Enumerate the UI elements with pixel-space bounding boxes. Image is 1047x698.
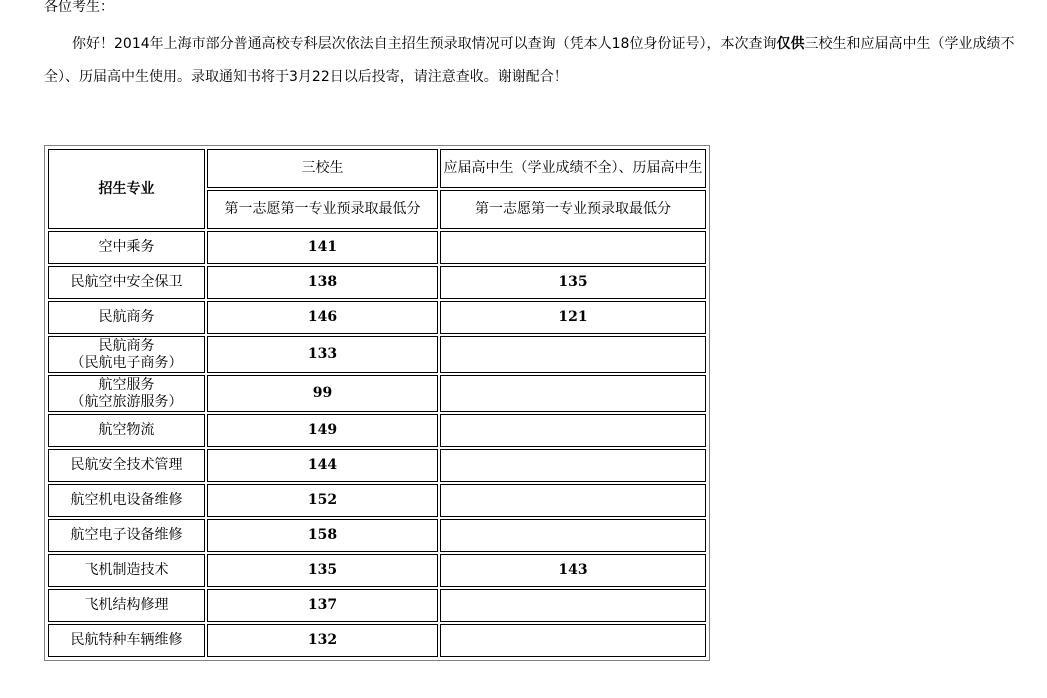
major-subname: （民航电子商务）	[70, 354, 183, 371]
major-cell	[48, 519, 205, 552]
score-three-school: 135	[207, 554, 438, 587]
header-row	[48, 149, 706, 188]
major-name: 空中乘务	[98, 239, 155, 255]
major-subname: （航空旅游服务）	[70, 393, 183, 410]
table-row	[48, 231, 706, 264]
notice-text-1: 你好！2014年上海市部分普通高校专科层次依法自主招生预录取情况可以查询（凭本人18位身份证号），本次查询	[72, 36, 777, 52]
score-high-school: 121	[440, 301, 706, 334]
header-sub-three-school: 第一志愿第一专业预录取最低分	[207, 190, 438, 229]
table-row	[48, 301, 706, 334]
score-three-school: 99	[207, 375, 438, 412]
table-row	[48, 266, 706, 299]
major-name: 民航安全技术管理	[70, 457, 183, 473]
score-high-school	[440, 336, 706, 373]
table-row	[48, 624, 706, 657]
header-sub-high-school: 第一志愿第一专业预录取最低分	[440, 190, 706, 229]
major-name: 航空机电设备维修	[70, 492, 183, 508]
score-three-school: 158	[207, 519, 438, 552]
score-three-school: 138	[207, 266, 438, 299]
score-table	[46, 147, 708, 659]
major-name: 飞机制造技术	[84, 562, 169, 578]
major-name: 民航特种车辆维修	[70, 632, 183, 648]
header-group-three-school: 三校生	[207, 149, 438, 188]
major-name: 民航商务	[98, 337, 155, 354]
score-high-school	[440, 375, 706, 412]
score-three-school: 141	[207, 231, 438, 264]
major-name: 民航商务	[98, 309, 155, 325]
table-row	[48, 449, 706, 482]
notice-text-2: 三校生和应届高中生（学业成绩不全）、历届高中生使用。录取通知书将于3月22日以后投寄，请注意查收。谢谢配合！	[44, 36, 1015, 85]
notice-paragraph	[44, 28, 1034, 94]
score-three-school: 149	[207, 414, 438, 447]
table-row	[48, 414, 706, 447]
table-row	[48, 554, 706, 587]
major-cell	[48, 484, 205, 517]
major-cell	[48, 336, 205, 373]
score-high-school	[440, 589, 706, 622]
score-high-school	[440, 231, 706, 264]
major-cell	[48, 301, 205, 334]
major-name: 航空服务	[98, 376, 155, 393]
score-three-school: 146	[207, 301, 438, 334]
score-three-school: 144	[207, 449, 438, 482]
notice-emphasis: 仅供	[776, 36, 805, 52]
score-table-frame	[44, 145, 710, 661]
score-three-school: 152	[207, 484, 438, 517]
major-cell	[48, 266, 205, 299]
score-three-school: 137	[207, 589, 438, 622]
table-row	[48, 336, 706, 373]
major-name: 航空电子设备维修	[70, 527, 183, 543]
greeting: 各位考生：	[44, 0, 114, 15]
major-cell	[48, 449, 205, 482]
table-row	[48, 375, 706, 412]
major-cell	[48, 375, 205, 412]
score-high-school	[440, 449, 706, 482]
score-three-school: 133	[207, 336, 438, 373]
major-cell	[48, 554, 205, 587]
score-high-school: 143	[440, 554, 706, 587]
header-group-high-school: 应届高中生（学业成绩不全）、历届高中生	[440, 149, 706, 188]
major-cell	[48, 231, 205, 264]
major-cell	[48, 589, 205, 622]
header-major: 招生专业	[48, 149, 205, 229]
major-cell	[48, 624, 205, 657]
major-name: 民航空中安全保卫	[70, 274, 183, 290]
major-name: 航空物流	[98, 422, 155, 438]
score-high-school	[440, 624, 706, 657]
table-row	[48, 589, 706, 622]
table-row	[48, 519, 706, 552]
major-cell	[48, 414, 205, 447]
table-row	[48, 484, 706, 517]
score-three-school: 132	[207, 624, 438, 657]
score-high-school	[440, 414, 706, 447]
major-name: 飞机结构修理	[84, 597, 169, 613]
score-high-school: 135	[440, 266, 706, 299]
score-high-school	[440, 519, 706, 552]
score-high-school	[440, 484, 706, 517]
